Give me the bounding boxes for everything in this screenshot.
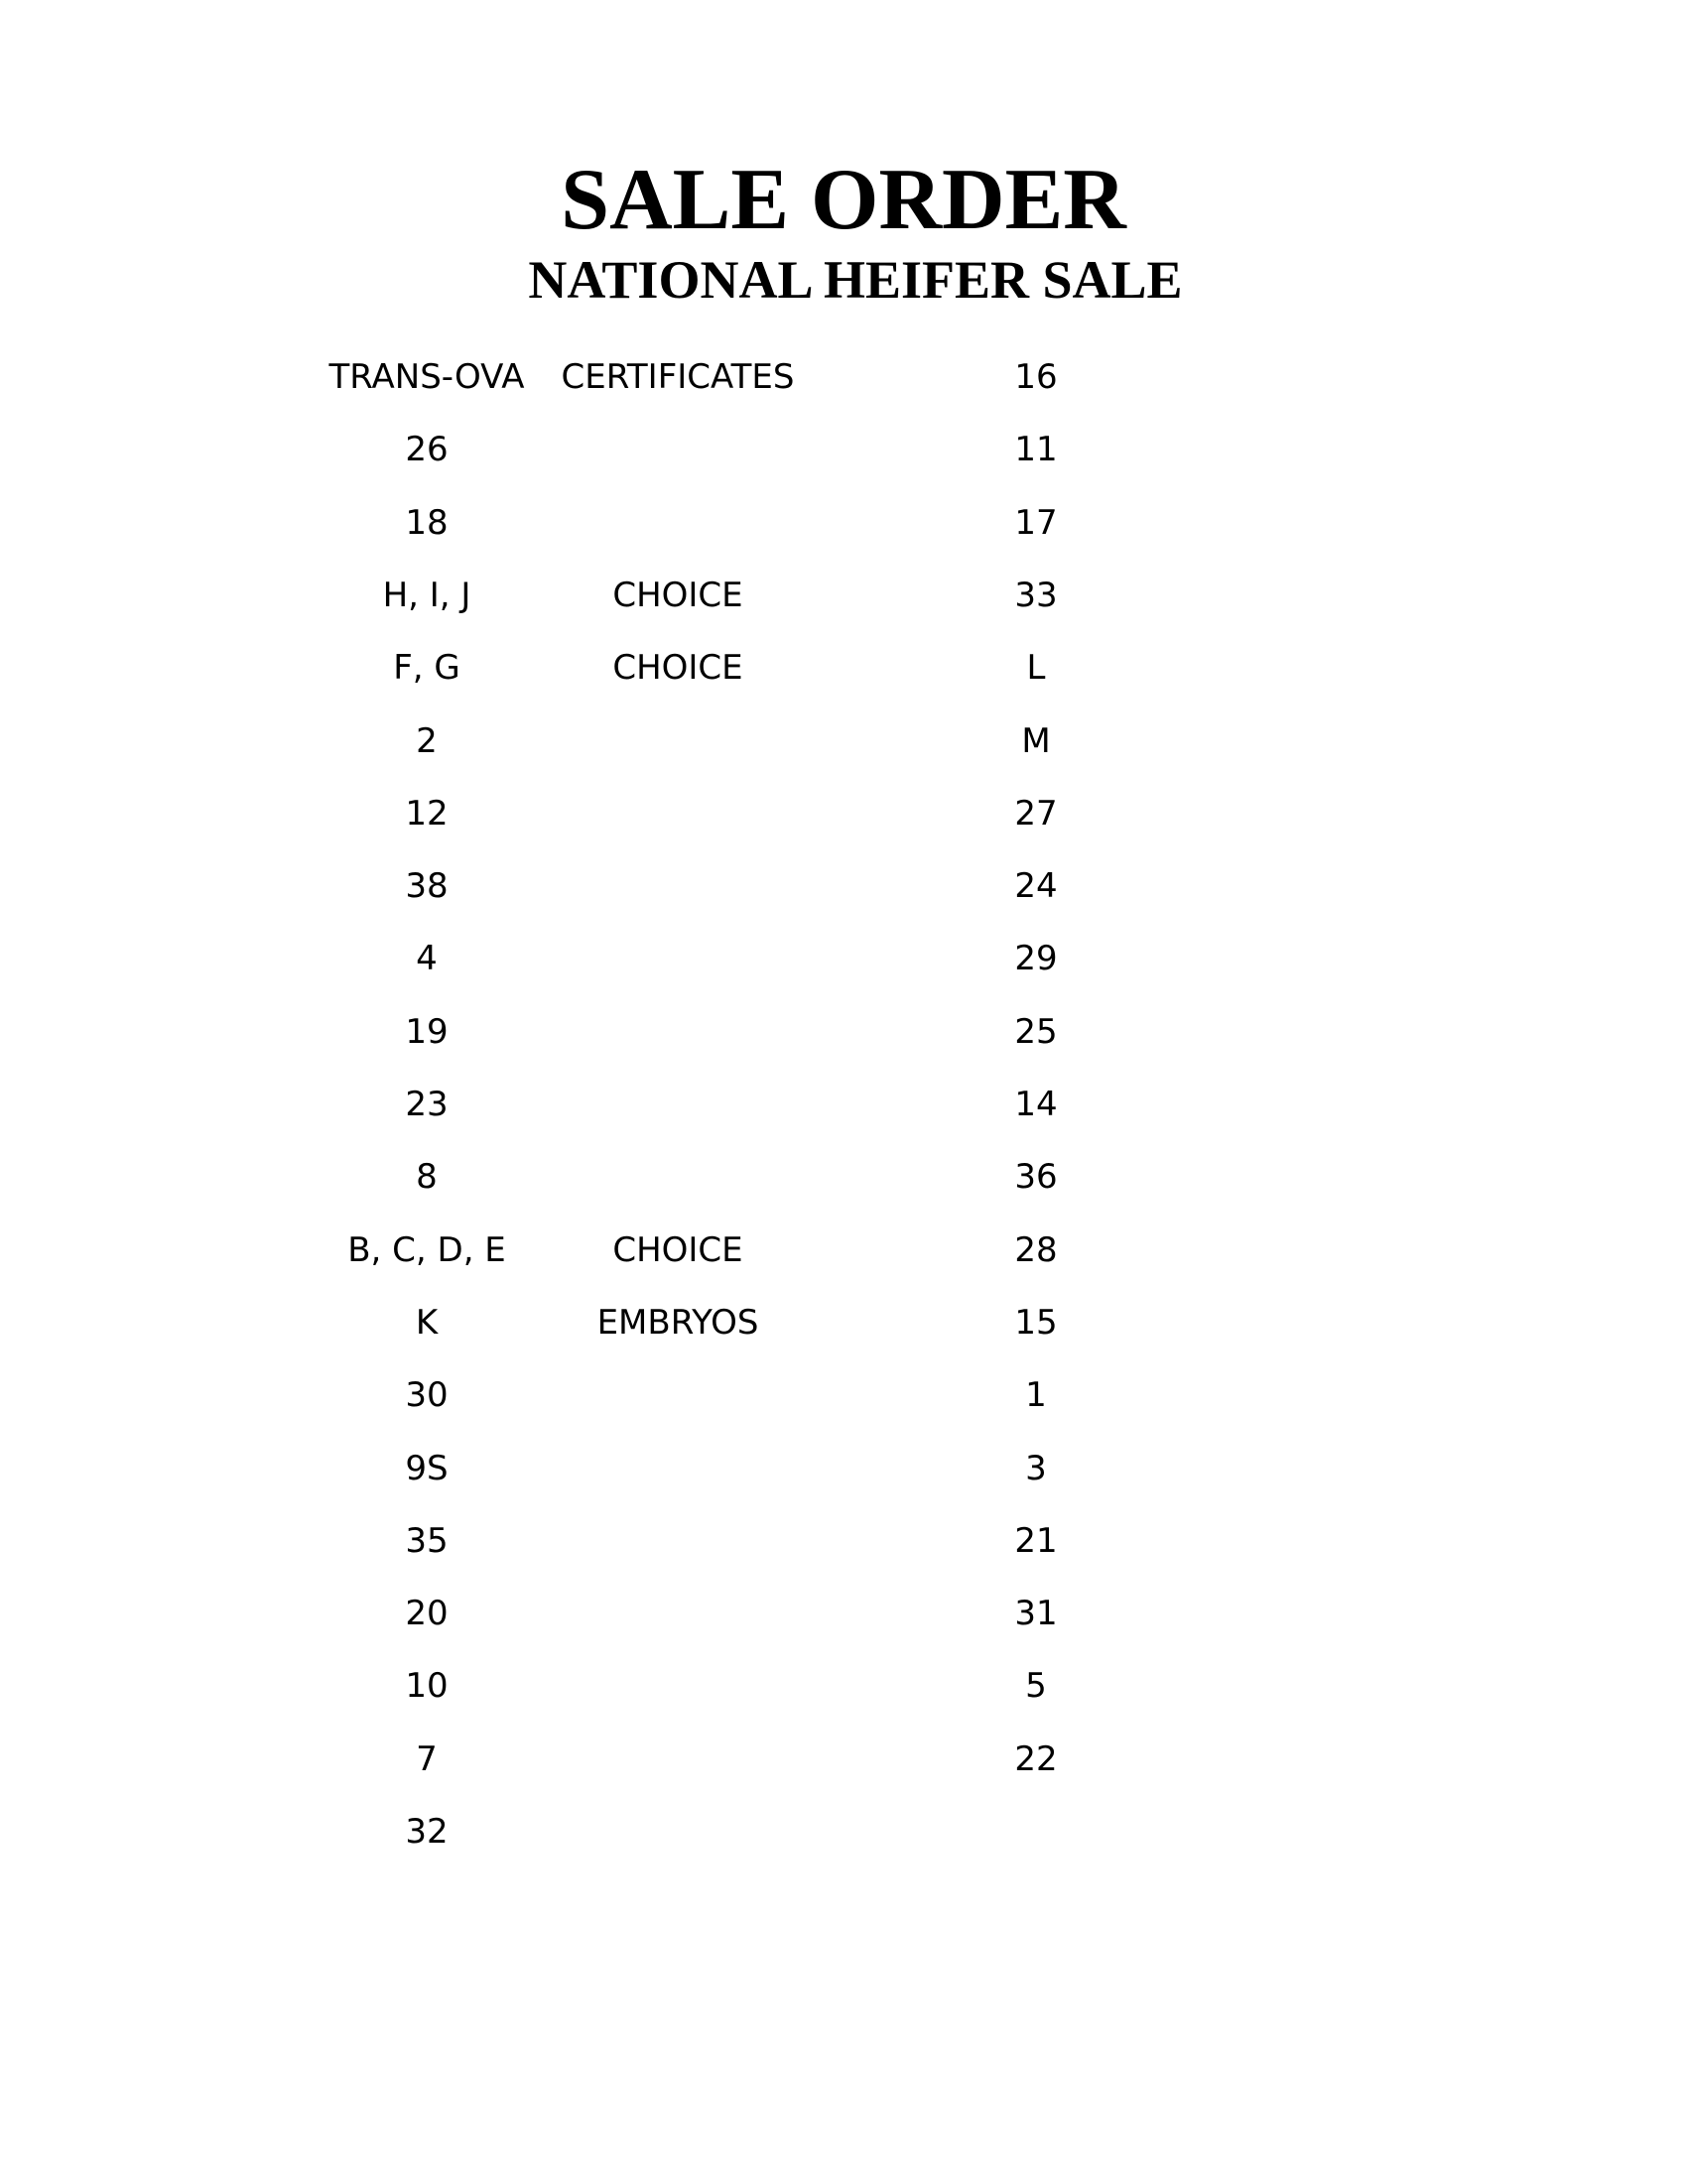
- table-cell: 30: [405, 1375, 449, 1415]
- table-cell: 8: [416, 1157, 438, 1197]
- table-cell: 7: [416, 1739, 438, 1779]
- table-cell: 36: [1014, 1157, 1058, 1197]
- table-cell: 35: [405, 1521, 449, 1561]
- table-cell: 25: [1014, 1012, 1058, 1052]
- table-cell: 23: [405, 1085, 449, 1124]
- page-title: SALE ORDER: [561, 152, 1126, 248]
- table-cell: 12: [405, 794, 449, 834]
- table-cell: 19: [405, 1012, 449, 1052]
- table-cell: 18: [405, 503, 449, 543]
- table-cell: B, C, D, E: [347, 1230, 506, 1270]
- table-cell: 11: [1014, 430, 1058, 469]
- table-cell: 5: [1025, 1666, 1047, 1706]
- table-cell: 2: [416, 721, 438, 761]
- table-cell: 9S: [405, 1449, 449, 1488]
- table-cell: 33: [1014, 576, 1058, 615]
- table-cell: 28: [1014, 1230, 1058, 1270]
- table-cell: CERTIFICATES: [561, 357, 795, 397]
- table-cell: CHOICE: [612, 576, 743, 615]
- table-cell: 17: [1014, 503, 1058, 543]
- table-cell: M: [1021, 721, 1051, 761]
- table-cell: 24: [1014, 866, 1058, 906]
- table-cell: EMBRYOS: [596, 1303, 759, 1343]
- table-cell: 32: [405, 1812, 449, 1852]
- table-cell: 31: [1014, 1594, 1058, 1633]
- table-cell: TRANS-OVA: [328, 357, 525, 397]
- page-subtitle: NATIONAL HEIFER SALE: [528, 250, 1183, 310]
- table-cell: 4: [416, 939, 438, 978]
- table-cell: CHOICE: [612, 1230, 743, 1270]
- table-cell: 14: [1014, 1085, 1058, 1124]
- table-cell: L: [1026, 648, 1046, 688]
- table-cell: 21: [1014, 1521, 1058, 1561]
- table-cell: 29: [1014, 939, 1058, 978]
- table-cell: 26: [405, 430, 449, 469]
- table-cell: 1: [1025, 1375, 1047, 1415]
- table-cell: F, G: [393, 648, 460, 688]
- table-cell: H, I, J: [382, 576, 471, 615]
- table-cell: 38: [405, 866, 449, 906]
- table-cell: 20: [405, 1594, 449, 1633]
- table-cell: CHOICE: [612, 648, 743, 688]
- table-cell: 15: [1014, 1303, 1058, 1343]
- table-cell: 22: [1014, 1739, 1058, 1779]
- table-cell: 27: [1014, 794, 1058, 834]
- table-cell: 3: [1025, 1449, 1047, 1488]
- table-cell: K: [415, 1303, 439, 1343]
- table-cell: 10: [405, 1666, 449, 1706]
- table-cell: 16: [1014, 357, 1058, 397]
